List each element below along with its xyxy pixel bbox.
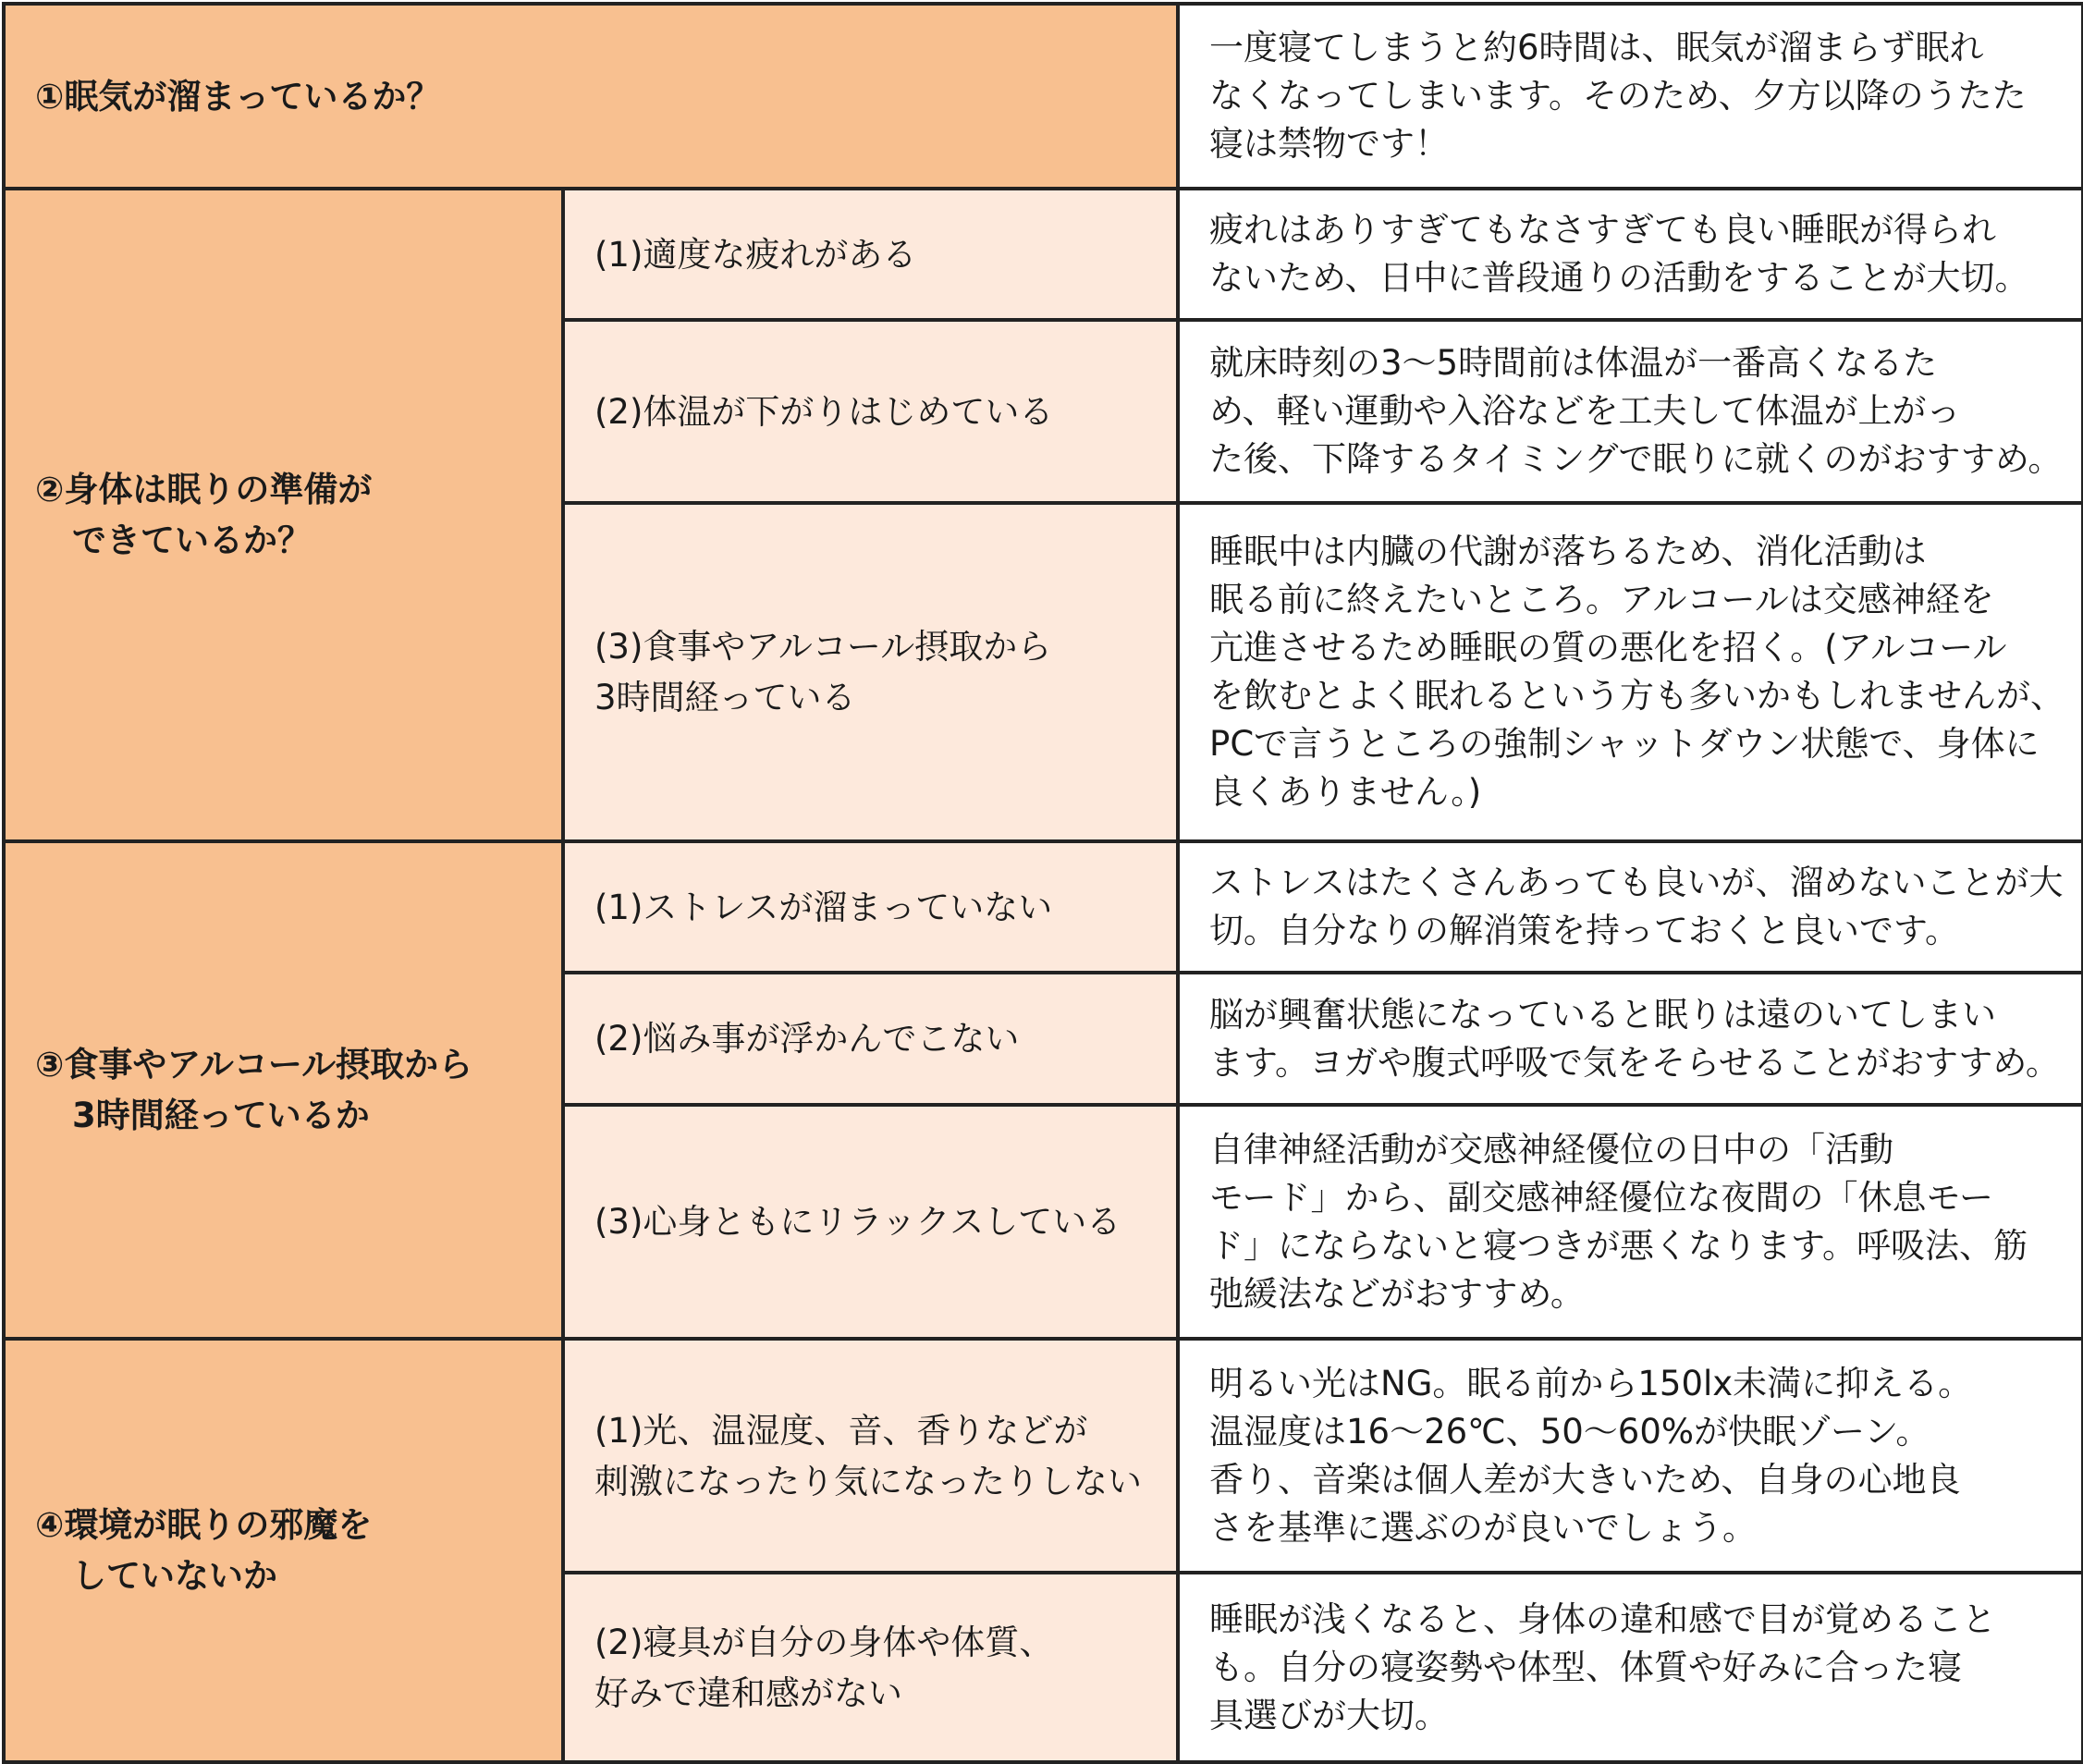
subitem-label: 3時間経っている xyxy=(594,678,856,717)
subitem-label: (2)体温が下がりはじめている xyxy=(594,391,1054,432)
description-cell xyxy=(1178,189,2083,320)
subitem-label: (1)光、温湿度、音、香りなどが xyxy=(594,1410,1088,1451)
description-cell xyxy=(1178,1339,2083,1573)
subitem-cell xyxy=(563,189,1178,320)
category-title: ④環境が眠りの邪魔を xyxy=(35,1505,373,1545)
category-cell-sleepiness xyxy=(4,4,1178,189)
table-row xyxy=(4,4,2083,189)
description-line: 就床時刻の3～5時間前は体温が一番高くなるた xyxy=(1209,343,1938,383)
subitem-cell xyxy=(563,503,1178,841)
table-row xyxy=(4,189,2083,320)
description-line: 一度寝てしまうと約6時間は、眠気が溜まらず眠れ xyxy=(1209,28,1984,67)
description-cell xyxy=(1178,973,2083,1105)
description-line: 疲れはありすぎてもなさすぎても良い睡眠が得られ xyxy=(1209,210,1997,250)
description-line: 眠る前に終えたいところ。アルコールは交感神経を xyxy=(1209,580,1994,619)
subitem-label: 刺激になったり気になったりしない xyxy=(594,1461,1142,1501)
subitem-cell xyxy=(563,1573,1178,1762)
category-cell-body-ready xyxy=(4,189,563,841)
description-line: 自律神経活動が交感神経優位の日中の「活動 xyxy=(1209,1129,1894,1170)
description-cell xyxy=(1178,320,2083,503)
description-line: も。自分の寝姿勢や体型、体質や好みに合った寝 xyxy=(1209,1647,1963,1687)
description-line: PCで言うところの強制シャットダウン状態で、身体に xyxy=(1209,724,2040,764)
subitem-label: (2)悩み事が浮かんでこない xyxy=(594,1019,1020,1059)
category-title: ②身体は眠りの準備が xyxy=(35,470,373,509)
category-title: 3時間経っているか xyxy=(72,1096,370,1135)
category-title: できているか？ xyxy=(72,521,312,560)
description-line: ド」にならないと寝つきが悪くなります。呼吸法、筋 xyxy=(1209,1225,2028,1266)
category-title: していないか xyxy=(72,1556,277,1596)
description-line: 切。自分なりの解消策を持っておくと良いです。 xyxy=(1209,911,1960,950)
subitem-cell xyxy=(563,1339,1178,1573)
description-line: ます。ヨガや腹式呼吸で気をそらせることがおすすめ。 xyxy=(1209,1042,2060,1083)
description-line: 香り、音楽は個人差が大きいため、自身の心地良 xyxy=(1209,1459,1961,1500)
description-line: 温湿度は16～26℃、50～60%が快眠ゾーン。 xyxy=(1209,1411,1930,1452)
description-line: 睡眠中は内臓の代謝が落ちるため、消化活動は xyxy=(1209,532,1927,571)
category-title: ③食事やアルコール摂取から xyxy=(35,1045,473,1084)
description-line: さを基準に選ぶのが良いでしょう。 xyxy=(1209,1507,1758,1548)
description-cell xyxy=(1178,841,2083,973)
subitem-cell xyxy=(563,841,1178,973)
subitem-cell xyxy=(563,973,1178,1105)
description-line: を飲むとよく眠れるという方も多いかもしれませんが、 xyxy=(1209,676,2065,716)
description-line: モード」から、副交感神経優位な夜間の「休息モー xyxy=(1209,1177,1994,1218)
category-cell-environment xyxy=(4,1339,563,1762)
description-line: 亢進させるため睡眠の質の悪化を招く。(アルコール xyxy=(1209,628,2007,668)
description-line: なくなってしまいます。そのため、夕方以降のうたた xyxy=(1209,76,2027,116)
description-line: 明るい光はNG。眠る前から150lx未満に抑える。 xyxy=(1209,1363,1973,1403)
description-cell xyxy=(1178,503,2083,841)
category-title: ①眠気が溜まっているか？ xyxy=(35,76,441,116)
description-line: 脳が興奮状態になっていると眠りは遠のいてしまい xyxy=(1209,994,1997,1035)
table-row xyxy=(4,1339,2083,1573)
sleep-checklist-table xyxy=(2,2,2083,1764)
description-line: 弛緩法などがおすすめ。 xyxy=(1209,1273,1585,1314)
description-line: 睡眠が浅くなると、身体の違和感で目が覚めること xyxy=(1209,1599,1997,1639)
description-line: 具選びが大切。 xyxy=(1209,1695,1450,1735)
description-cell xyxy=(1178,1573,2083,1762)
subitem-label: (1)適度な疲れがある xyxy=(594,234,917,275)
subitem-label: (2)寝具が自分の身体や体質、 xyxy=(594,1622,1054,1662)
description-line: ストレスはたくさんあっても良いが、溜めないことが大 xyxy=(1209,863,2064,902)
description-cell xyxy=(1178,1105,2083,1339)
description-line: た後、下降するタイミングで眠りに就くのがおすすめ。 xyxy=(1209,439,2063,479)
description-line: 良くありません。) xyxy=(1209,772,1482,812)
description-line: 寝は禁物です！ xyxy=(1209,124,1450,164)
subitem-label: (3)心身ともにリラックスしている xyxy=(594,1202,1121,1242)
description-line: ないため、日中に普段通りの活動をすることが大切。 xyxy=(1209,258,2029,298)
description-cell xyxy=(1178,4,2083,189)
subitem-cell xyxy=(563,1105,1178,1339)
subitem-label: (3)食事やアルコール摂取から xyxy=(594,627,1052,667)
subitem-cell xyxy=(563,320,1178,503)
table-row xyxy=(4,841,2083,973)
subitem-label: (1)ストレスが溜まっていない xyxy=(594,887,1053,927)
subitem-label: 好みで違和感がない xyxy=(594,1672,902,1713)
category-cell-mind xyxy=(4,841,563,1339)
description-line: め、軽い運動や入浴などを工夫して体温が上がっ xyxy=(1209,391,1961,431)
